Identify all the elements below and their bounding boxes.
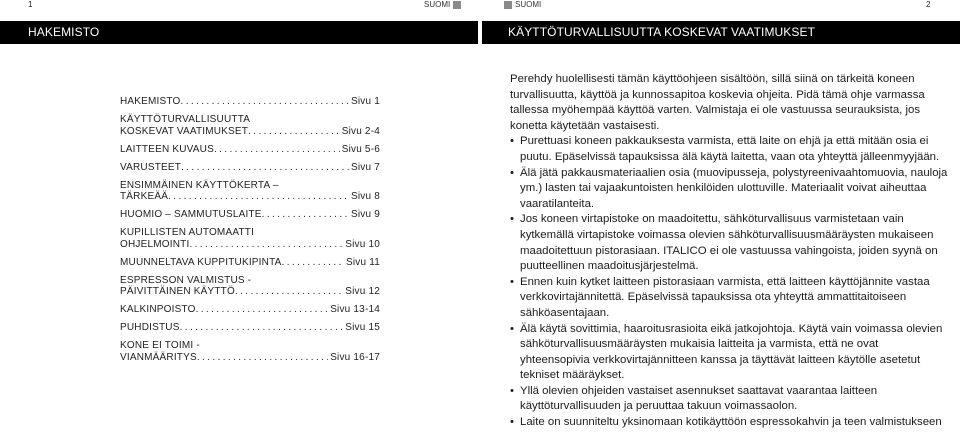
toc-leader-dots bbox=[214, 144, 340, 156]
language-label-left bbox=[424, 0, 461, 10]
toc-leader-dots bbox=[180, 322, 344, 334]
safety-text bbox=[510, 72, 950, 432]
toc-page-number: Sivu 11 bbox=[345, 256, 380, 268]
toc-page-number: Sivu 16-17 bbox=[330, 351, 380, 363]
toc-leader-dots bbox=[168, 191, 349, 203]
toc-entry-last-line bbox=[120, 96, 380, 108]
safety-bullet: • Jos koneen virtapistoke on maadoitettu, sähköturvallisuus varmistetaan vain kytkemällä virtapistoke voimassa olevien sähköturvallisuusmääräysten mukaiseen maadoitettuun pistorasiaan. ITALICO ei ole vastuussa vahingoista, joiden syynä on puutteellinen maadoitusjärjestelmä. bbox=[510, 212, 950, 274]
toc-page-number: Sivu 5-6 bbox=[341, 143, 380, 155]
toc-entry-title: HUOMIO – SAMMUTUSLAITE bbox=[120, 209, 262, 220]
toc-entry-title: VARUSTEET bbox=[120, 161, 182, 173]
toc-entry[interactable] bbox=[120, 322, 380, 334]
toc-entry[interactable] bbox=[120, 180, 380, 203]
toc-leader-dots bbox=[197, 352, 328, 364]
toc-entry-title-line: ENSIMMÄINEN KÄYTTÖKERTA – bbox=[120, 179, 279, 191]
toc-entry-title: PÄIVITTÄINEN KÄYTTÖ bbox=[120, 286, 235, 297]
section-header-right: KÄYTTÖTURVALLISUUTTA KOSKEVAT VAATIMUKSET bbox=[482, 21, 960, 44]
toc-entry-last-line bbox=[120, 257, 380, 269]
safety-bullet: • Ennen kuin kytket laitteen pistorasiaan varmista, että laitteen käyttöjännite vastaa verkkovirtajännitettä. Epäselvissä tapauksissa ota yhteyttä ammattitaitoiseen sähköasentajaan. bbox=[510, 275, 950, 322]
page-number-left: 1 bbox=[28, 0, 33, 9]
toc-leader-dots bbox=[181, 96, 349, 108]
toc-entry[interactable] bbox=[120, 304, 380, 316]
toc-leader-dots bbox=[196, 304, 329, 316]
toc-leader-dots bbox=[282, 257, 344, 269]
toc-entry-last-line bbox=[120, 126, 380, 138]
toc-page-number: Sivu 12 bbox=[345, 286, 380, 297]
safety-bullet: • Yllä olevien ohjeiden vastaiset asennukset saattavat vaarantaa laitteen käyttöturvallisuuden ja peruuttaa takuun voimassaolon. bbox=[510, 384, 950, 415]
toc-entry[interactable] bbox=[120, 114, 380, 137]
toc-page-number: Sivu 10 bbox=[345, 238, 380, 250]
language-square-icon bbox=[453, 1, 461, 9]
toc-page-number: Sivu 1 bbox=[351, 96, 380, 107]
toc-entry-last-line bbox=[120, 322, 380, 334]
language-square-icon bbox=[504, 1, 512, 9]
toc-entry-last-line bbox=[120, 162, 380, 174]
toc-entry[interactable] bbox=[120, 96, 380, 108]
toc-page-number: Sivu 15 bbox=[345, 322, 380, 333]
toc-leader-dots bbox=[248, 126, 340, 138]
safety-bullet: • Älä käytä sovittimia, haaroitusrasioita eikä jatkojohtoja. Käytä vain voimassa olevien sähköturvallisuusmääräysten mukaisia laitteita ja varmista, että ne ovat yhteensopivia verkkovirtajännitteen kanssa ja täyttävät laitteen käytölle asetetut tekniset määräykset. bbox=[510, 322, 950, 384]
toc-entry-last-line bbox=[120, 209, 380, 221]
intro-paragraph: Perehdy huolellisesti tämän käyttöohjeen sisältöön, sillä siinä on tärkeitä koneen turvallisuutta, käyttöä ja kunnossapitoa koskevia ohjeita. Pidä tämä ohje varmassa tallessa myöhempää käyttöä varten. Valmistaja ei ole vastuussa seurauksista, jos konetta käytetään vastaisesti. bbox=[510, 73, 925, 132]
toc-entry[interactable] bbox=[120, 209, 380, 221]
toc-entry-title: VIANMÄÄRITYS bbox=[120, 351, 197, 363]
toc-entry-last-line bbox=[120, 352, 380, 364]
language-text-left: SUOMI bbox=[424, 0, 451, 9]
safety-bullet: • Laite on suunniteltu yksinomaan kotikäyttöön espressokahvin ja teen valmistukseen bbox=[510, 415, 950, 432]
toc-entry[interactable] bbox=[120, 340, 380, 363]
toc-entry-title-line: KÄYTTÖTURVALLISUUTTA bbox=[120, 114, 251, 125]
toc-entry-last-line bbox=[120, 239, 380, 251]
toc-leader-dots bbox=[235, 286, 343, 298]
table-of-contents bbox=[120, 96, 380, 370]
toc-entry-title: OHJELMOINTI bbox=[120, 238, 190, 250]
safety-bullet: • Älä jätä pakkausmateriaalien osia (muovipusseja, polystyreenivaahtomuovia, nauloja ym.) lasten tai vajaakuntoisten henkilöiden ulottuville. Materiaalit voivat aiheuttaa vaaratilanteita. bbox=[510, 166, 950, 213]
toc-entry-title: PUHDISTUS bbox=[120, 322, 180, 333]
toc-entry-title: LAITTEEN KUVAUS bbox=[120, 143, 214, 155]
language-label-right bbox=[504, 0, 541, 10]
toc-entry[interactable] bbox=[120, 144, 380, 156]
toc-entry-title: KOSKEVAT VAATIMUKSET bbox=[120, 125, 249, 137]
toc-entry-title-line: KONE EI TOIMI - bbox=[120, 340, 200, 351]
toc-page-number: Sivu 7 bbox=[351, 161, 380, 173]
toc-entry-title: MUUNNELTAVA KUPPITUKIPINTA bbox=[120, 256, 282, 268]
toc-page-number: Sivu 9 bbox=[351, 209, 380, 220]
toc-page-number: Sivu 13-14 bbox=[330, 304, 380, 315]
toc-entry[interactable] bbox=[120, 257, 380, 269]
toc-leader-dots bbox=[181, 162, 349, 174]
toc-entry[interactable] bbox=[120, 275, 380, 298]
page-number-right: 2 bbox=[926, 0, 931, 9]
toc-entry[interactable] bbox=[120, 227, 380, 250]
toc-page-number: Sivu 8 bbox=[351, 191, 380, 202]
toc-leader-dots bbox=[262, 209, 349, 221]
toc-entry-title-line: ESPRESSON VALMISTUS - bbox=[120, 274, 252, 286]
safety-bullet: • Purettuasi koneen pakkauksesta varmista, että laite on ehjä ja että mitään osia ei puutu. Epäselvissä tapauksissa älä käytä laitetta, vaan ota yhteyttä jälleenmyyjään. bbox=[510, 134, 950, 165]
toc-entry-last-line bbox=[120, 191, 380, 203]
toc-entry[interactable] bbox=[120, 162, 380, 174]
toc-entry-last-line bbox=[120, 144, 380, 156]
safety-bullet-list bbox=[510, 134, 950, 432]
toc-entry-last-line bbox=[120, 304, 380, 316]
language-text-right: SUOMI bbox=[515, 0, 542, 9]
toc-entry-title-line: KUPILLISTEN AUTOMAATTI bbox=[120, 227, 255, 238]
toc-entry-title: TÄRKEÄÄ bbox=[120, 191, 169, 202]
toc-entry-last-line bbox=[120, 286, 380, 298]
section-header-left: HAKEMISTO bbox=[0, 21, 478, 44]
toc-page-number: Sivu 2-4 bbox=[341, 125, 380, 137]
toc-entry-title: KALKINPOISTO bbox=[120, 304, 196, 315]
toc-entry-title: HAKEMISTO bbox=[120, 96, 181, 107]
toc-leader-dots bbox=[189, 239, 343, 251]
